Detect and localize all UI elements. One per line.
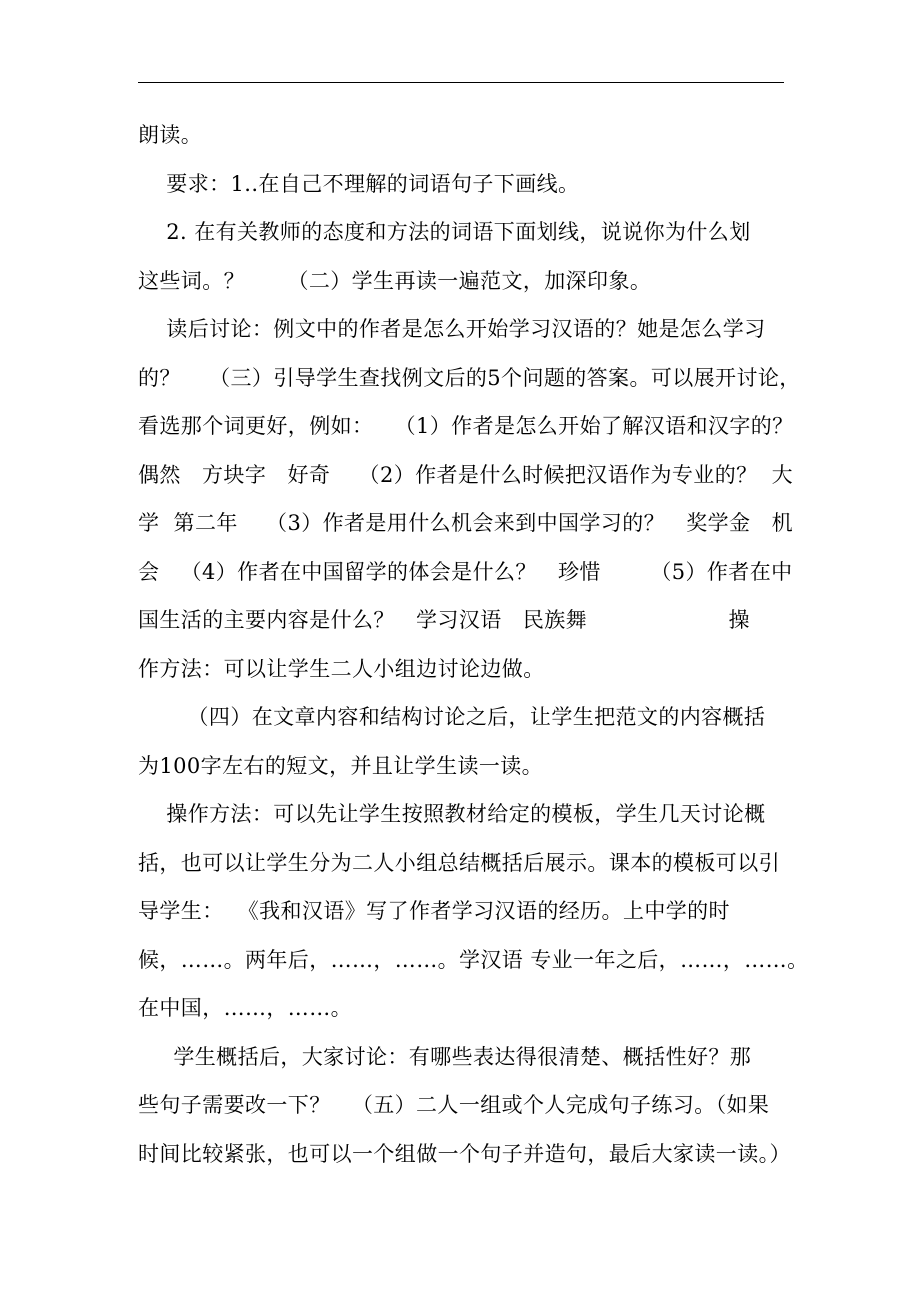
text-line: 偶然 方块字 好奇 （2）作者是什么时候把汉语作为专业的？ 大 <box>138 462 794 487</box>
text-line: 候，……。两年后，……，……。学汉语 专业一年之后，……，……。 <box>138 947 809 972</box>
text-line: 操作方法：可以先让学生按照教材给定的模板，学生几天讨论概 <box>138 802 766 826</box>
text-line: 些句子需要改一下？ （五）二人一组或个人完成句子练习。（如果 <box>138 1093 770 1117</box>
text-line: 会 （4）作者在中国留学的体会是什么？ 珍惜 （5）作者在中 <box>138 559 793 584</box>
document-body <box>138 117 809 1184</box>
text-line: 学 第二年 （3）作者是用什么机会来到中国学习的？ 奖学金 机 <box>138 511 794 535</box>
text-line: 导学生： 《我和汉语》写了作者学习汉语的经历。上中学的时 <box>138 899 730 923</box>
text-line: 为100字左右的短文，并且让学生读一读。 <box>138 753 544 778</box>
text-line: （四）在文章内容和结构讨论之后，让学生把范文的内容概括 <box>138 705 766 729</box>
text-line: 要求：1..在自己不理解的词语句子下画线。 <box>138 171 580 196</box>
text-line: 时间比较紧张，也可以一个组做一个句子并造句，最后大家读一读。） <box>138 1141 791 1166</box>
text-line: 在中国，……，……。 <box>138 996 352 1020</box>
text-line: 看选那个词更好，例如： （1）作者是怎么开始了解汉语和汉字的？ <box>138 414 794 438</box>
text-line: 学生概括后，大家讨论：有哪些表达得很清楚、概括性好？那 <box>138 1044 752 1069</box>
text-line: 作方法：可以让学生二人小组边讨论边做。 <box>138 656 545 681</box>
text-line: 这些词。？ （二）学生再读一遍范文，加深印象。 <box>138 268 652 293</box>
text-line: 国生活的主要内容是什么？ 学习汉语 民族舞 操 <box>138 608 750 632</box>
text-line: 括，也可以让学生分为二人小组总结概括后展示。课本的模板可以引 <box>138 850 780 875</box>
header-rule <box>138 82 784 83</box>
text-line: 2. 在有关教师的态度和方法的词语下面划线，说说你为什么划 <box>138 220 751 244</box>
text-line: 朗读。 <box>138 123 203 147</box>
text-line: 的？ （三）引导学生查找例文后的5个问题的答案。可以展开讨论， <box>138 365 801 390</box>
text-line: 读后讨论：例文中的作者是怎么开始学习汉语的？她是怎么学习 <box>138 317 766 341</box>
